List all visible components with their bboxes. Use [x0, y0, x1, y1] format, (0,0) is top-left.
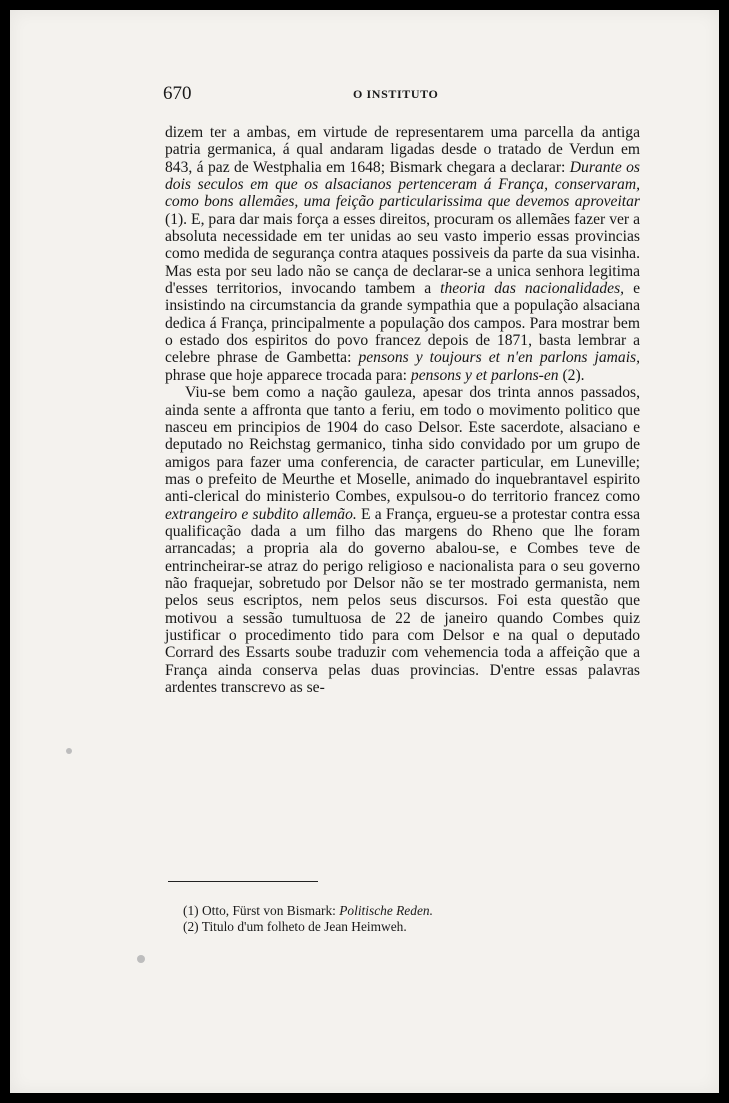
- body-text: [165, 124, 640, 696]
- text-run: phrase que hoje apparece trocada para:: [165, 366, 411, 384]
- footnote-1: [183, 903, 623, 919]
- footnote-2: [183, 919, 623, 935]
- paper-stain: [66, 748, 72, 754]
- text-run: (1). E, para dar mais força a esses direitos, procuram os allemães fazer ver a absoluta necessidade em ter unidas ao seu vasto imperio essas provincias como medida de segurança contra ataques possiveis da parte da sua visinha. Mas esta por seu lado não se cança de declarar-se a unica senhora legitima d'esses territorios, invocando tambem a: [165, 210, 640, 298]
- text-run: Viu-se bem como a nação gauleza, apesar dos trinta annos passados, ainda sente a affronta que tanto a feriu, em todo o movimento politico que nasceu em principios de 1904 do caso Delsor. Este sacerdote, alsaciano e deputado no Reichstag germanico, tinha sido convidado por um grupo de amigos para fazer uma conferencia, de caracter particular, em Luneville; mas o prefeito de Meurthe et Moselle, animado do inquebrantavel espirito anti-clerical do ministerio Combes, expulsou-o do territorio francez como: [165, 384, 640, 506]
- italic-quote: pensons y et parlons-en: [410, 366, 559, 384]
- italic-quote: extrangeiro e subdito allemão.: [165, 505, 357, 523]
- footnote-marker: (2): [183, 919, 199, 934]
- paragraph: [165, 124, 640, 384]
- footnote-marker: (1): [183, 903, 199, 918]
- text-run: (2).: [558, 366, 585, 384]
- footnote-text: Otto, Fürst von Bismark:: [198, 903, 340, 918]
- paragraph: [165, 384, 640, 696]
- page-number: 670: [163, 83, 192, 104]
- text-run: E a França, ergueu-se a protestar contra essa qualificação dada a um filho das margens do Rheno que lhe foram arrancadas; a propria ala do governo abalou-se, e Combes teve de entrincheirar-se atraz do perigo religioso e nacionalista para o seu governo não fraquejar, sobretudo por Delsor não se ter mostrado germanista, nem pelos seus escriptos, nem pelos seus discursos. Foi esta questão que motivou a sessão tumultuosa de 22 de janeiro quando Combes quiz justificar o procedimento tido para com Delsor e na qual o deputado Corrard des Essarts soube traduzir com vehemencia toda a affeição que a França ainda conserva pelas duas provincias. D'entre essas palavras ardentes transcrevo as se-: [165, 505, 640, 696]
- paper-stain: [137, 955, 145, 963]
- running-title: O INSTITUTO: [353, 87, 439, 101]
- italic-quote: Durante os dois seculos em que os alsacianos pertenceram á França, conservaram, como bons allemães, uma feição particularissima que devemos aproveitar: [165, 158, 640, 211]
- text-run: e insistindo na circumstancia da grande sympathia que a população alsaciana dedica á França, principalmente a população dos campos. Para mostrar bem o estado dos espiritos do povo francez depois de 1871, basta lembrar a celebre phrase de Gambetta:: [165, 280, 641, 367]
- footnote-divider: [168, 881, 318, 882]
- page-header: [163, 83, 638, 105]
- footnotes: [183, 903, 623, 935]
- footnote-title: Politische Reden.: [339, 903, 433, 918]
- italic-term: theoria das nacionalidades,: [440, 280, 625, 298]
- text-run: dizem ter a ambas, em virtude de representarem uma parcella da antiga patria germanica, á qual andaram ligadas desde o tratado de Verdun em 843, á paz de Westphalia em 1648; Bismark chegara a declarar:: [165, 124, 640, 176]
- footnote-text: Titulo d'um folheto de Jean Heimweh.: [198, 919, 407, 934]
- italic-quote: pensons y toujours et n'en parlons jamais,: [358, 349, 641, 367]
